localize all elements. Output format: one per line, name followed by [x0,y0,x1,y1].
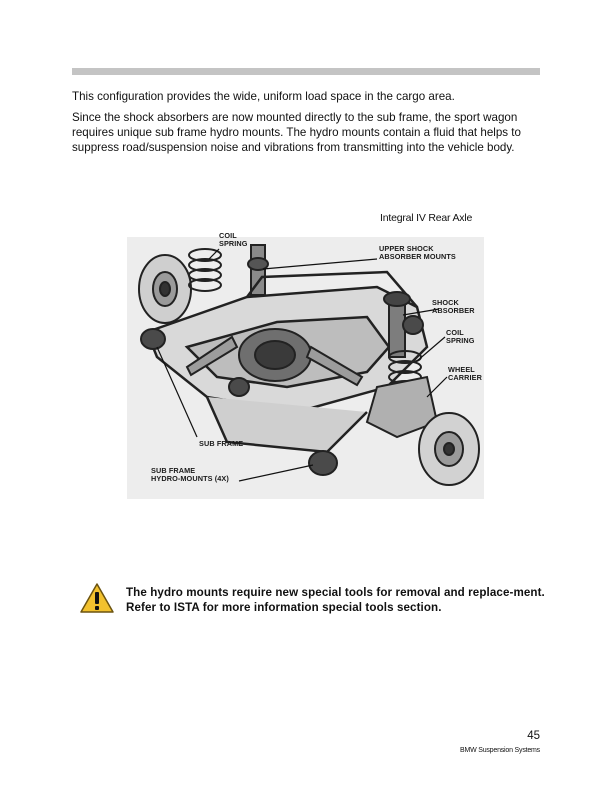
rear-axle-drawing [127,237,484,499]
paragraph-cargo-area: This configuration provides the wide, uniform load space in the cargo area. [72,90,455,103]
footer-title: BMW Suspension Systems [459,747,540,754]
label-sub-frame-hydro-mounts: SUB FRAME HYDRO-MOUNTS (4X) [151,466,229,484]
label-coil-spring-right: COIL SPRING [446,328,475,346]
rear-axle-illustration [127,231,484,499]
figure-caption: Integral IV Rear Axle [380,212,473,224]
header-rule [72,68,540,75]
label-wheel-carrier: WHEEL CARRIER [448,365,482,383]
label-sub-frame: SUB FRAME [199,439,244,448]
left-coil-spring [189,249,221,291]
paragraph-hydro-mounts: Since the shock absorbers are now mounted directly to the sub frame, the sport wagon requires unique sub frame hydro mounts. The hydro mounts contain a fluid that helps to suppress road/suspension noise and vibrations from transmitting into the vehicle body. [72,111,521,154]
right-brake-disc [419,413,479,485]
page-number: 45 [527,730,540,742]
label-shock-absorber: SHOCK ABSORBER [432,298,475,316]
label-upper-shock-absorber-mounts: UPPER SHOCK ABSORBER MOUNTS [379,244,456,262]
warning-triangle-icon [79,582,115,614]
label-coil-spring-left: COIL SPRING [219,231,248,249]
left-brake-disc [139,255,191,323]
left-shock-absorber [248,245,268,295]
warning-note-text: The hydro mounts require new special tools for removal and replace-ment. Refer to ISTA for more information special tools section. [126,586,545,614]
